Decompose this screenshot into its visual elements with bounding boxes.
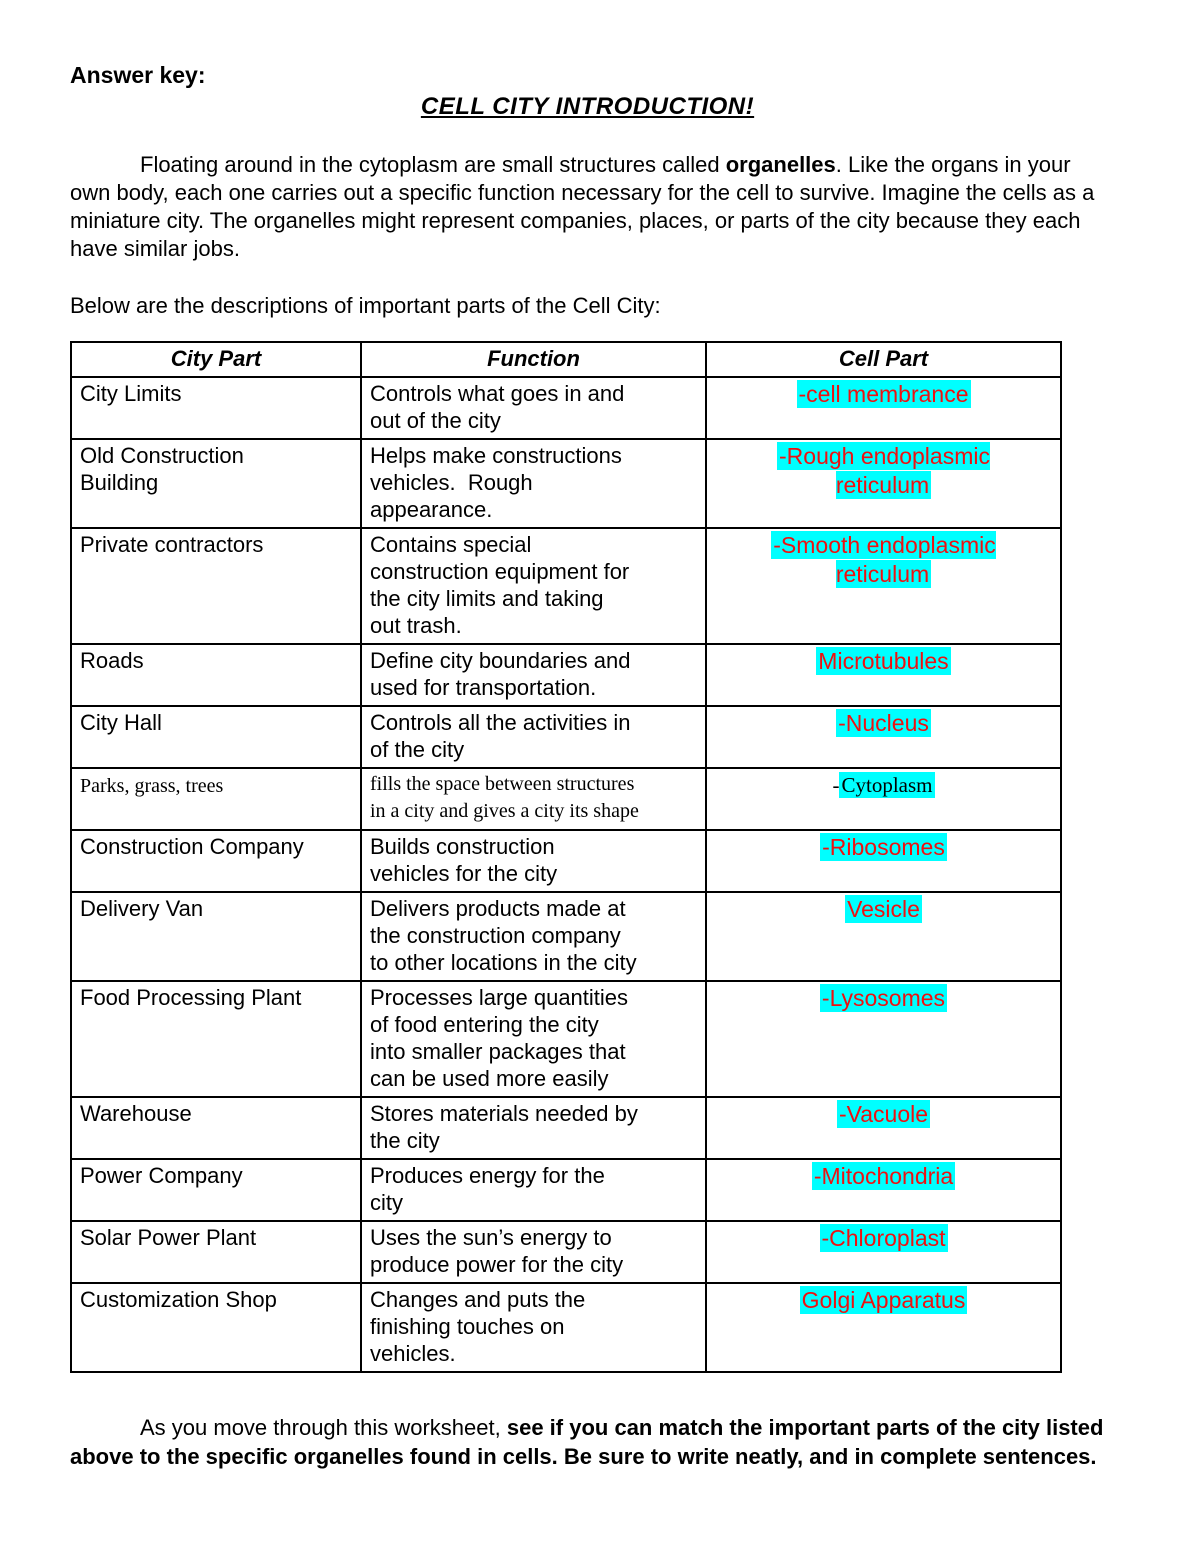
city-part-text: Solar Power Plant — [80, 1225, 257, 1250]
function-text: fills the space between structures in a city and gives a city its shape — [370, 773, 639, 822]
intro-bold-word: organelles — [725, 152, 836, 177]
function-cell — [361, 377, 706, 439]
table-row — [71, 528, 1061, 644]
cell-part-cell — [706, 1097, 1061, 1159]
function-cell — [361, 830, 706, 892]
answer-wrap — [832, 771, 934, 800]
city-part-text: Customization Shop — [80, 1287, 277, 1312]
cell-part-cell — [706, 706, 1061, 768]
function-text: Define city boundaries and used for transportation. — [370, 648, 631, 700]
city-part-text: Warehouse — [80, 1101, 192, 1126]
table-row — [71, 768, 1061, 830]
answer-wrap — [845, 895, 922, 924]
cell-part-cell — [706, 644, 1061, 706]
table-row — [71, 706, 1061, 768]
cell-city-table — [70, 341, 1062, 1373]
city-part-cell — [71, 706, 361, 768]
answer-highlight: Microtubules — [818, 648, 949, 674]
header-function: Function — [361, 342, 706, 377]
table-header-row — [71, 342, 1061, 377]
answer-wrap — [797, 380, 971, 409]
city-part-cell — [71, 644, 361, 706]
answer-key-label: Answer key: — [70, 62, 206, 88]
city-part-cell — [71, 830, 361, 892]
cell-part-cell — [706, 439, 1061, 528]
page-title: CELL CITY INTRODUCTION! — [420, 93, 755, 120]
answer-highlight: -Mitochondria — [813, 1163, 954, 1189]
function-text: Stores materials needed by the city — [370, 1101, 638, 1153]
function-cell — [361, 892, 706, 981]
table-row — [71, 1283, 1061, 1372]
answer-highlight: Vesicle — [847, 896, 920, 922]
function-cell — [361, 981, 706, 1097]
function-cell — [361, 439, 706, 528]
function-cell — [361, 1097, 706, 1159]
function-cell — [361, 1221, 706, 1283]
city-part-text: Power Company — [80, 1163, 243, 1188]
function-cell — [361, 644, 706, 706]
title-row — [70, 93, 1105, 121]
function-cell — [361, 768, 706, 830]
closing-text-normal: As you move through this worksheet, — [140, 1415, 507, 1440]
cell-part-cell — [706, 892, 1061, 981]
answer-highlight: -Nucleus — [838, 710, 929, 736]
answer-wrap — [758, 531, 1010, 589]
answer-highlight: -Chloroplast — [821, 1225, 946, 1251]
cell-part-cell — [706, 981, 1061, 1097]
function-text: Builds construction vehicles for the city — [370, 834, 558, 886]
answer-dash-prefix: - — [832, 773, 840, 797]
city-part-text: Private contractors — [80, 532, 264, 557]
city-part-text: Food Processing Plant — [80, 985, 302, 1010]
answer-highlight: -Smooth endoplasmic reticulum — [773, 532, 996, 587]
answer-wrap — [836, 709, 931, 738]
function-text: Produces energy for the city — [370, 1163, 605, 1215]
function-cell — [361, 706, 706, 768]
closing-text-bold: see if you can match the important parts of the city listed above to the specific organelles found in cells. Be sure to write neatly, and in complete sentences. — [70, 1415, 1104, 1469]
city-part-cell — [71, 439, 361, 528]
answer-wrap — [800, 1286, 968, 1315]
function-cell — [361, 528, 706, 644]
function-text: Contains special construction equipment for the city limits and taking out trash. — [370, 532, 630, 638]
city-part-cell — [71, 768, 361, 830]
closing-paragraph — [70, 1413, 1105, 1471]
table-row — [71, 1159, 1061, 1221]
answer-highlight: Golgi Apparatus — [801, 1287, 966, 1313]
header-city-part: City Part — [71, 342, 361, 377]
table-row — [71, 981, 1061, 1097]
city-part-cell — [71, 377, 361, 439]
cell-part-cell — [706, 768, 1061, 830]
answer-highlight: Cytoplasm — [841, 773, 933, 797]
intro-text-before: Floating around in the cytoplasm are small structures called — [140, 152, 726, 177]
answer-wrap — [837, 1100, 930, 1129]
table-row — [71, 830, 1061, 892]
table-row — [71, 439, 1061, 528]
function-cell — [361, 1159, 706, 1221]
answer-highlight: -Rough endoplasmic reticulum — [779, 443, 990, 498]
function-text: Uses the sun’s energy to produce power for the city — [370, 1225, 624, 1277]
cell-part-cell — [706, 1159, 1061, 1221]
answer-wrap — [758, 442, 1010, 500]
table-row — [71, 1097, 1061, 1159]
answer-wrap — [820, 833, 947, 862]
city-part-text: Construction Company — [80, 834, 304, 859]
answer-highlight: -Vacuole — [838, 1101, 929, 1127]
city-part-cell — [71, 1221, 361, 1283]
city-part-cell — [71, 1159, 361, 1221]
answer-highlight: -Ribosomes — [822, 834, 945, 860]
function-text: Delivers products made at the construction company to other locations in the city — [370, 896, 637, 975]
function-text: Processes large quantities of food entering the city into smaller packages that can be used more easily — [370, 985, 629, 1091]
city-part-text: Delivery Van — [80, 896, 204, 921]
function-cell — [361, 1283, 706, 1372]
table-row — [71, 1221, 1061, 1283]
city-part-text: Old Construction Building — [80, 443, 244, 495]
city-part-text: City Limits — [80, 381, 182, 406]
function-text: Changes and puts the finishing touches on vehicles. — [370, 1287, 586, 1366]
intro-paragraph — [70, 151, 1105, 263]
cell-part-cell — [706, 1221, 1061, 1283]
answer-highlight: -cell membrance — [798, 381, 969, 407]
city-part-cell — [71, 1097, 361, 1159]
cell-part-cell — [706, 830, 1061, 892]
table-row — [71, 377, 1061, 439]
city-part-cell — [71, 892, 361, 981]
table-row — [71, 644, 1061, 706]
header-cell-part: Cell Part — [706, 342, 1061, 377]
intro-text-after: . Like the organs in your own body, each one carries out a specific function necessary for the cell to survive. Imagine the cells as a miniature city. The organelles might represent companies, places, or parts of the city because they each have similar jobs. — [70, 152, 1095, 261]
answer-wrap — [812, 1162, 955, 1191]
function-text: Controls all the activities in of the city — [370, 710, 631, 762]
city-part-cell — [71, 528, 361, 644]
cell-part-cell — [706, 528, 1061, 644]
city-part-text: Roads — [80, 648, 144, 673]
answer-wrap — [816, 647, 950, 676]
table-row — [71, 892, 1061, 981]
answer-wrap — [820, 984, 947, 1013]
city-part-cell — [71, 981, 361, 1097]
function-text: Helps make constructions vehicles. Rough appearance. — [370, 443, 622, 522]
cell-part-cell — [706, 377, 1061, 439]
answer-highlight: -Lysosomes — [821, 985, 946, 1011]
answer-wrap — [820, 1224, 948, 1253]
table-lead-in: Below are the descriptions of important parts of the Cell City: — [70, 293, 661, 318]
city-part-text: City Hall — [80, 710, 162, 735]
city-part-cell — [71, 1283, 361, 1372]
cell-part-cell — [706, 1283, 1061, 1372]
function-text: Controls what goes in and out of the city — [370, 381, 625, 433]
city-part-text: Parks, grass, trees — [80, 775, 224, 797]
